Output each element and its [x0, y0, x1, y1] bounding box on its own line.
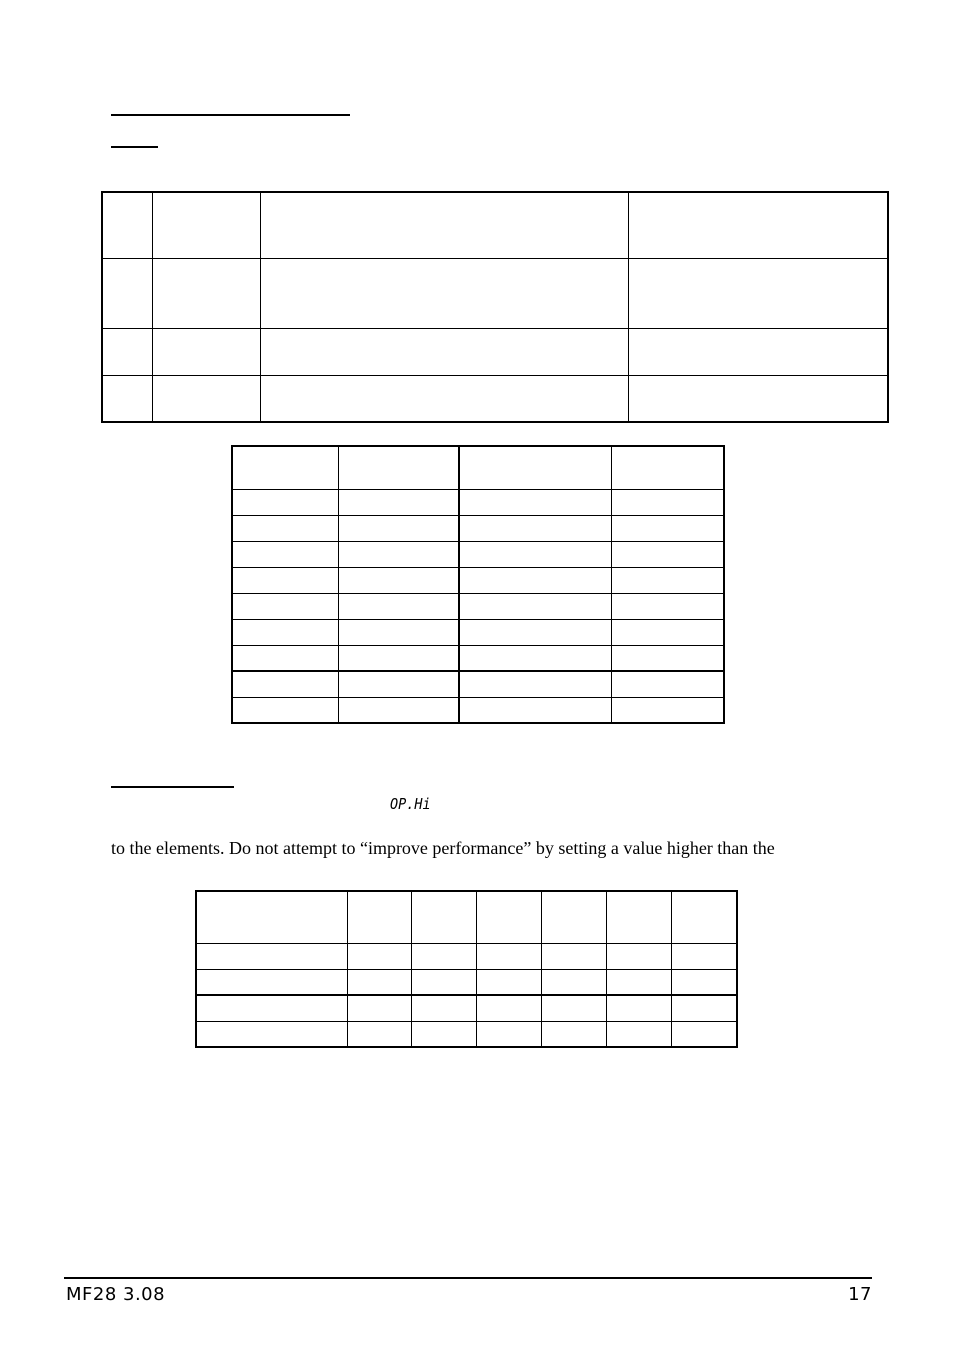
table-row [232, 446, 724, 489]
table-row [102, 192, 888, 258]
footer-divider [64, 1277, 872, 1279]
table-row [102, 375, 888, 422]
footer-page-number: 17 [848, 1284, 872, 1305]
subheading-underline [111, 146, 158, 148]
table-row [196, 969, 737, 995]
table-row [102, 328, 888, 375]
values-table [231, 445, 725, 724]
table-row [196, 995, 737, 1021]
table-row [232, 515, 724, 541]
table-row [196, 943, 737, 969]
body-text-line: to the elements. Do not attempt to “improve performance” by setting a value higher than the [111, 838, 775, 858]
footer-document-id: MF28 3.08 [66, 1284, 166, 1305]
table-row [232, 619, 724, 645]
table-row [232, 645, 724, 671]
note-heading-underline [111, 786, 234, 788]
table-row [232, 671, 724, 697]
table-row [232, 541, 724, 567]
parameter-table [101, 191, 889, 423]
limits-table [195, 890, 738, 1048]
table-row [232, 489, 724, 515]
table-row [196, 1021, 737, 1047]
table-row [196, 891, 737, 943]
section-heading-underline [111, 114, 350, 116]
table-row [232, 567, 724, 593]
lcd-parameter-code: OP.Hi [390, 795, 431, 813]
table-row [232, 697, 724, 723]
table-row [102, 258, 888, 328]
table-row [232, 593, 724, 619]
